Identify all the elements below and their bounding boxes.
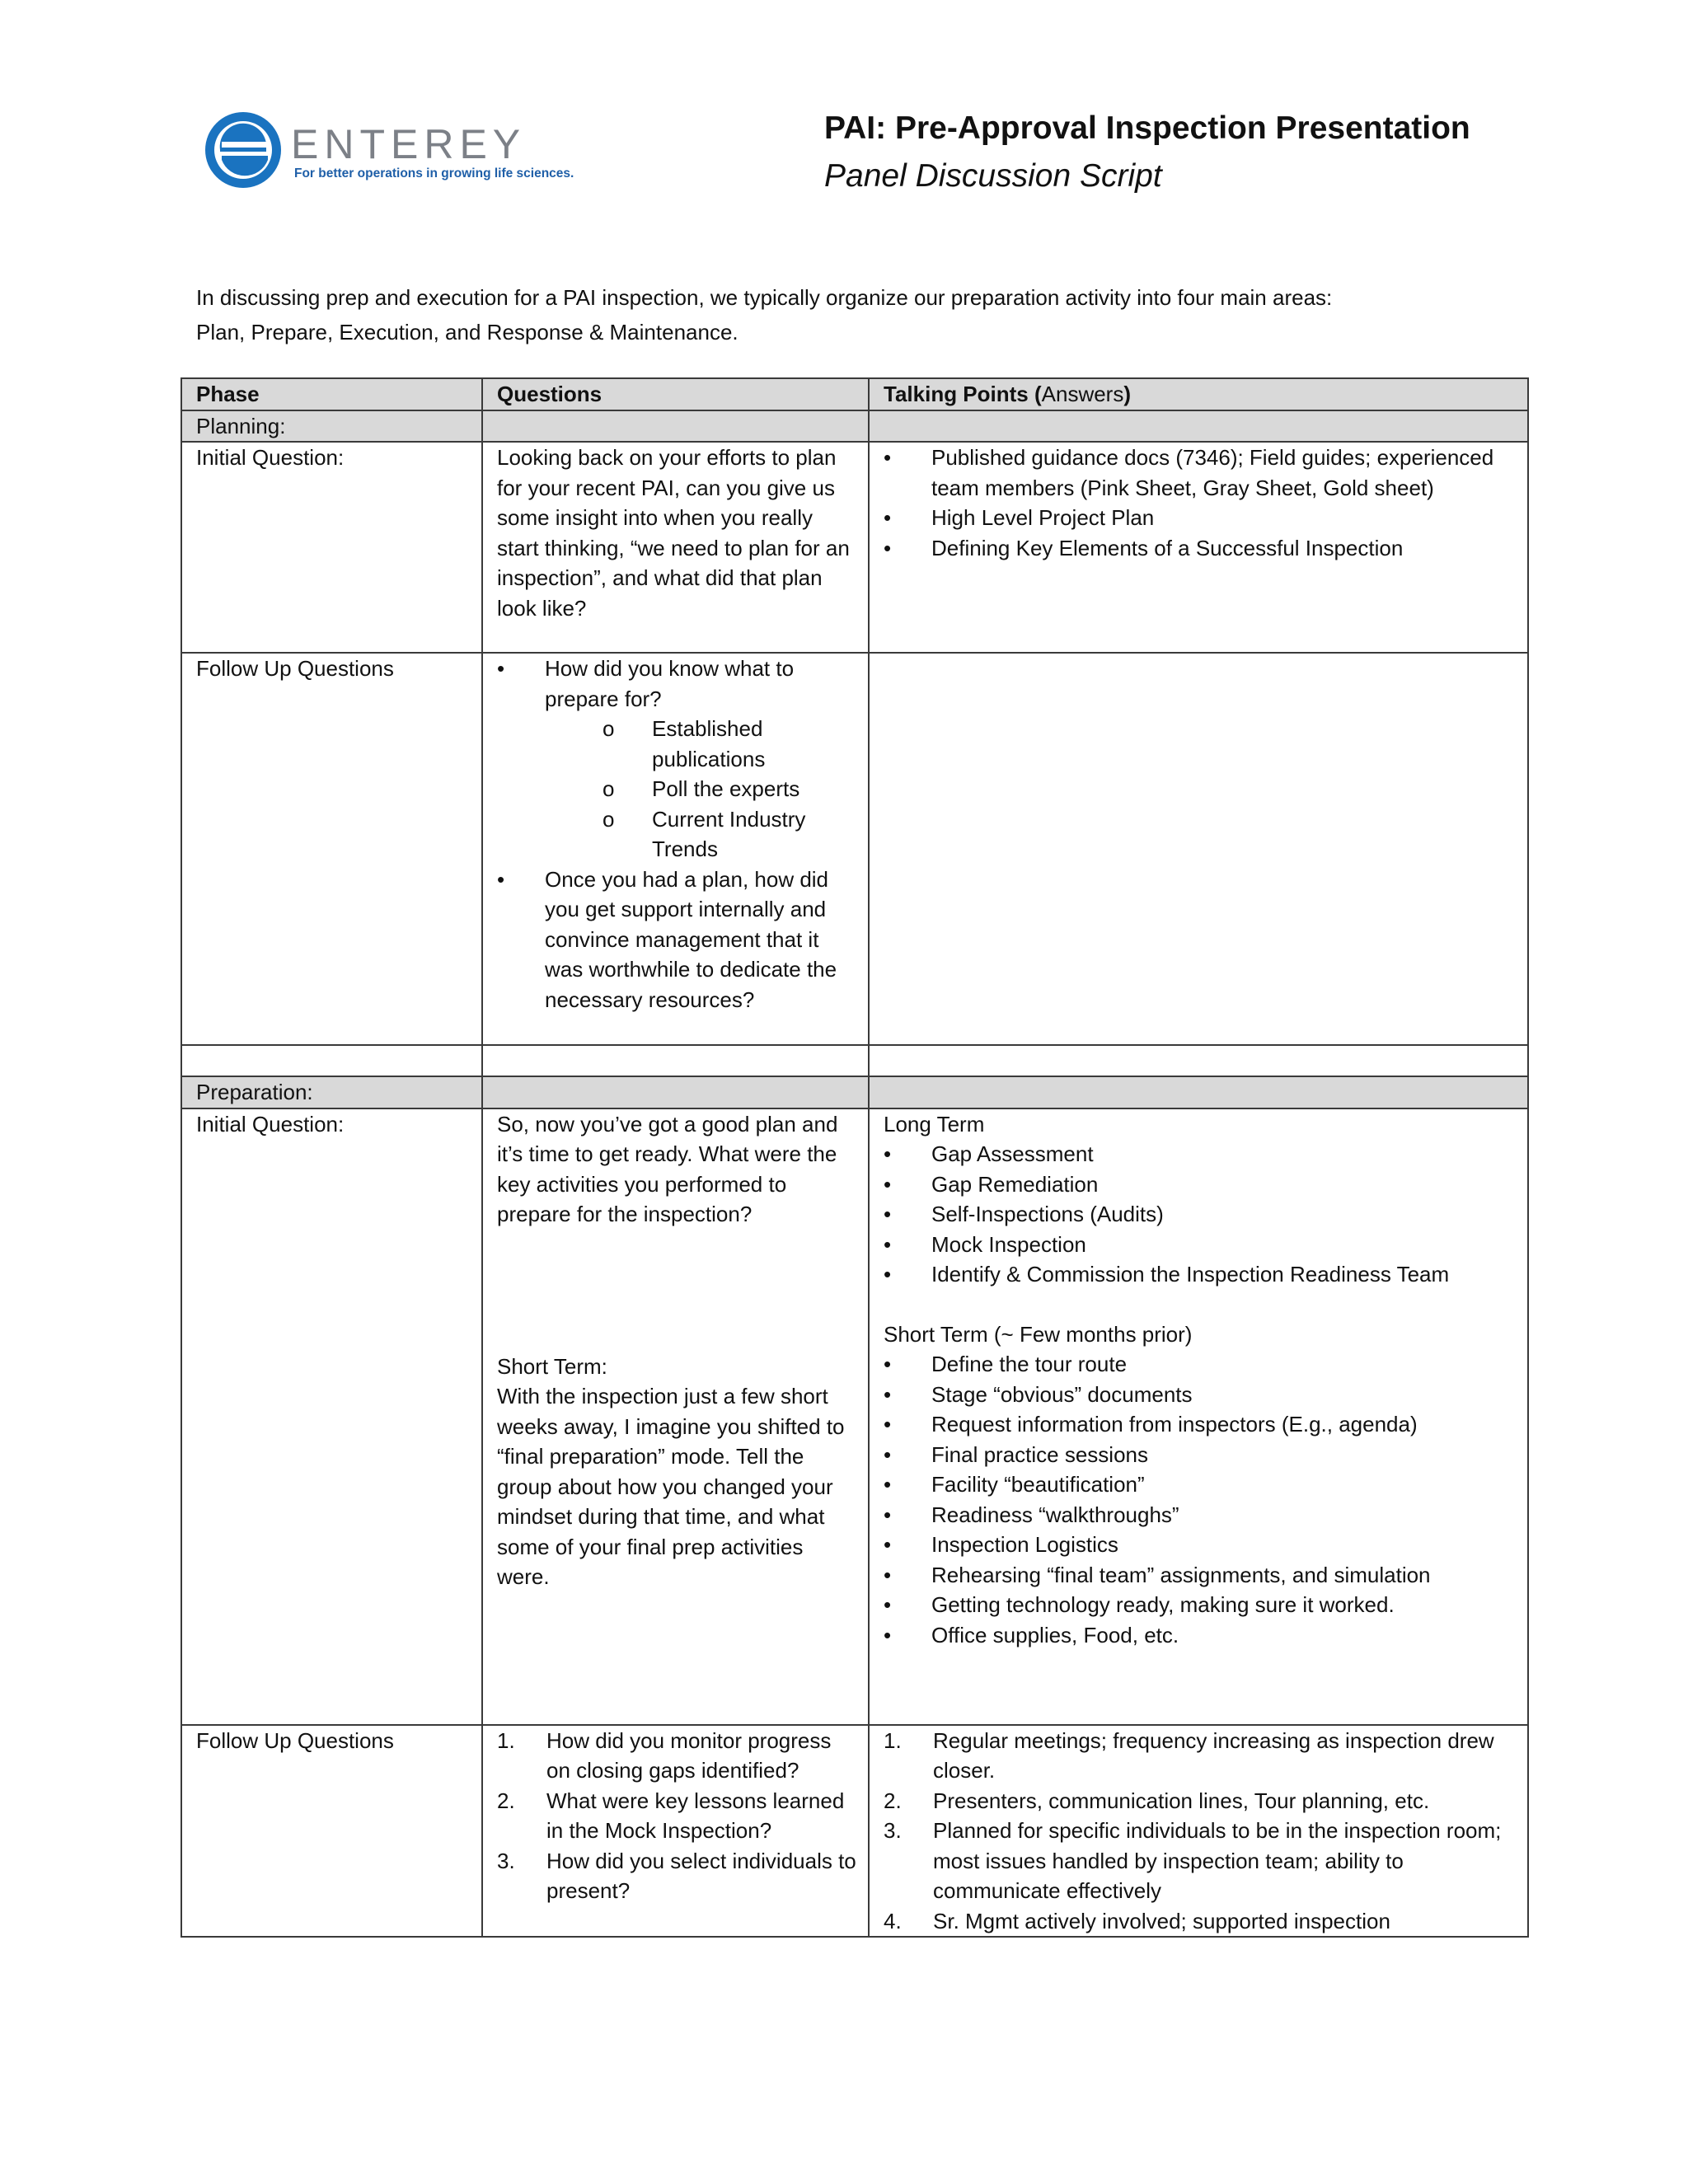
discussion-table: [181, 377, 1529, 1938]
talking-points-cell: [869, 442, 1528, 653]
phase-label: Planning:: [181, 410, 482, 443]
list-item: 3. How did you select individuals to present?: [497, 1846, 860, 1906]
circle-bullet-icon: o: [603, 806, 615, 832]
row-label: Follow Up Questions: [181, 653, 482, 1045]
circle-bullet-icon: o: [603, 716, 615, 741]
bullet-icon: [884, 1500, 931, 1530]
phase-row-preparation: [181, 1076, 1528, 1108]
list-item: o Poll the experts: [603, 774, 860, 804]
header-talking-points: [869, 378, 1528, 410]
list-number: 2.: [497, 1788, 515, 1813]
logo-wordmark: ENTEREY: [291, 121, 527, 167]
talking-points-cell: [869, 1108, 1528, 1725]
list-number: 3.: [884, 1818, 902, 1843]
short-term-question-text: With the inspection just a few short weeks away, I imagine you shifted to “final preparation” mode. Tell the group about how you changed your mindset during that time, and what some of your final prep activities were.: [497, 1384, 845, 1589]
list-item: • Office supplies, Food, etc.: [884, 1620, 1519, 1651]
list-item: • Final practice sessions: [884, 1440, 1519, 1470]
logo-tagline: For better operations in growing life sciences.: [294, 166, 574, 180]
list-item: • Self-Inspections (Audits): [884, 1199, 1519, 1230]
table-row: [181, 442, 1528, 653]
phase-empty-cell: [869, 410, 1528, 443]
list-item: o Established publications: [603, 714, 860, 774]
list-item: • Readiness “walkthroughs”: [884, 1500, 1519, 1530]
bullet-icon: [884, 1620, 931, 1651]
cell-gap: [884, 1290, 1519, 1319]
question-cell: [482, 653, 869, 1045]
list-number: 2.: [884, 1788, 902, 1813]
long-term-heading: Long Term: [884, 1111, 985, 1137]
phase-empty-cell: [869, 1076, 1528, 1108]
row-label: Initial Question:: [181, 442, 482, 653]
list-item: • Facility “beautification”: [884, 1469, 1519, 1500]
list-number: 1.: [884, 1727, 902, 1753]
question-cell: Looking back on your efforts to plan for your recent PAI, can you give us some insight into when you really start thinking, “we need to plan for an inspection”, and what did that plan look like?: [482, 442, 869, 653]
list-number: 3.: [497, 1848, 515, 1873]
question-cell: [482, 1725, 869, 1938]
phase-row-planning: [181, 410, 1528, 443]
bullet-icon: [884, 1530, 931, 1560]
empty-cell: [181, 1045, 482, 1076]
bullet-icon: [884, 1440, 931, 1470]
list-item: • Gap Assessment: [884, 1139, 1519, 1169]
short-term-label: Short Term:: [497, 1353, 607, 1379]
empty-cell: [869, 1045, 1528, 1076]
intro-line-2: Plan, Prepare, Execution, and Response & Maintenance.: [196, 320, 738, 344]
bullet-icon: [884, 1590, 931, 1620]
list-item: • Published guidance docs (7346); Field guides; experienced team members (Pink Sheet, Gray Sheet, Gold sheet): [884, 443, 1519, 503]
phase-label: Preparation:: [181, 1076, 482, 1108]
table-row: [181, 653, 1528, 1045]
bullet-icon: [884, 1409, 931, 1440]
bullet-icon: [884, 1230, 931, 1260]
spacer-row: [181, 1045, 1528, 1076]
list-item: • Request information from inspectors (E.g., agenda): [884, 1409, 1519, 1440]
empty-cell: [482, 1045, 869, 1076]
list-item: • Define the tour route: [884, 1349, 1519, 1380]
bullet-icon: [884, 1259, 931, 1290]
talking-points-cell: [869, 1725, 1528, 1938]
sub-list: [497, 714, 860, 865]
bullet-icon: [884, 1469, 931, 1500]
list-item: • Identify & Commission the Inspection Readiness Team: [884, 1259, 1519, 1290]
list-item: 1. How did you monitor progress on closing gaps identified?: [497, 1726, 860, 1786]
intro-line-1: In discussing prep and execution for a PAI inspection, we typically organize our preparation activity into four main areas:: [196, 285, 1333, 310]
short-term-heading: Short Term (~ Few months prior): [884, 1321, 1193, 1347]
list-item: 3. Planned for specific individuals to be in the inspection room; most issues handled by inspection team; ability to communicate effectively: [884, 1816, 1519, 1906]
list-item: • Once you had a plan, how did you get support internally and convince management that it was worthwhile to dedicate the necessary resources?: [497, 865, 860, 1015]
enterey-logo-icon: [204, 110, 286, 193]
list-item: • Getting technology ready, making sure it worked.: [884, 1590, 1519, 1620]
list-item: • Mock Inspection: [884, 1230, 1519, 1260]
header-talking-prefix: Talking Points (: [884, 382, 1042, 406]
row-label: Initial Question:: [181, 1108, 482, 1725]
bullet-icon: [884, 1169, 931, 1200]
phase-empty-cell: [482, 1076, 869, 1108]
list-item: • Gap Remediation: [884, 1169, 1519, 1200]
row-label: Follow Up Questions: [181, 1725, 482, 1938]
table-row: [181, 1725, 1528, 1938]
bullet-icon: [497, 654, 545, 714]
table-header-row: [181, 378, 1528, 410]
bullet-icon: [884, 443, 931, 503]
bullet-icon: [884, 503, 931, 533]
bullet-icon: [884, 1139, 931, 1169]
list-item: • Rehearsing “final team” assignments, and simulation: [884, 1560, 1519, 1591]
talking-points-cell: [869, 653, 1528, 1045]
intro-paragraph: [196, 280, 1332, 349]
document-subtitle: Panel Discussion Script: [824, 158, 1162, 194]
list-number: 1.: [497, 1727, 515, 1753]
header-phase: Phase: [181, 378, 482, 410]
list-item: • Defining Key Elements of a Successful Inspection: [884, 533, 1519, 564]
list-item: • How did you know what to prepare for?: [497, 654, 860, 714]
list-item: 1. Regular meetings; frequency increasing as inspection drew closer.: [884, 1726, 1519, 1786]
list-item: • Inspection Logistics: [884, 1530, 1519, 1560]
document-title: PAI: Pre-Approval Inspection Presentation: [824, 110, 1470, 146]
list-item: • High Level Project Plan: [884, 503, 1519, 533]
bullet-icon: [884, 1199, 931, 1230]
header-questions: Questions: [482, 378, 869, 410]
initial-question-text: So, now you’ve got a good plan and it’s time to get ready. What were the key activities you performed to prepare for the inspection?: [497, 1111, 838, 1226]
cell-gap: [497, 1230, 860, 1352]
list-item: 2. What were key lessons learned in the Mock Inspection?: [497, 1786, 860, 1846]
question-cell: [482, 1108, 869, 1725]
list-item: 2. Presenters, communication lines, Tour planning, etc.: [884, 1786, 1519, 1816]
enterey-logo: [204, 107, 574, 198]
table-row: [181, 1108, 1528, 1725]
list-item: o Current Industry Trends: [603, 804, 860, 865]
list-item: 4. Sr. Mgmt actively involved; supported inspection: [884, 1906, 1519, 1937]
list-number: 4.: [884, 1908, 902, 1933]
header-talking-answers: Answers: [1041, 382, 1124, 406]
bullet-icon: [884, 533, 931, 564]
header-talking-suffix: ): [1123, 382, 1132, 406]
bullet-icon: [884, 1349, 931, 1380]
bullet-icon: [884, 1560, 931, 1591]
list-item: • Stage “obvious” documents: [884, 1380, 1519, 1410]
circle-bullet-icon: o: [603, 776, 615, 801]
bullet-icon: [497, 865, 545, 1015]
bullet-icon: [884, 1380, 931, 1410]
phase-empty-cell: [482, 410, 869, 443]
